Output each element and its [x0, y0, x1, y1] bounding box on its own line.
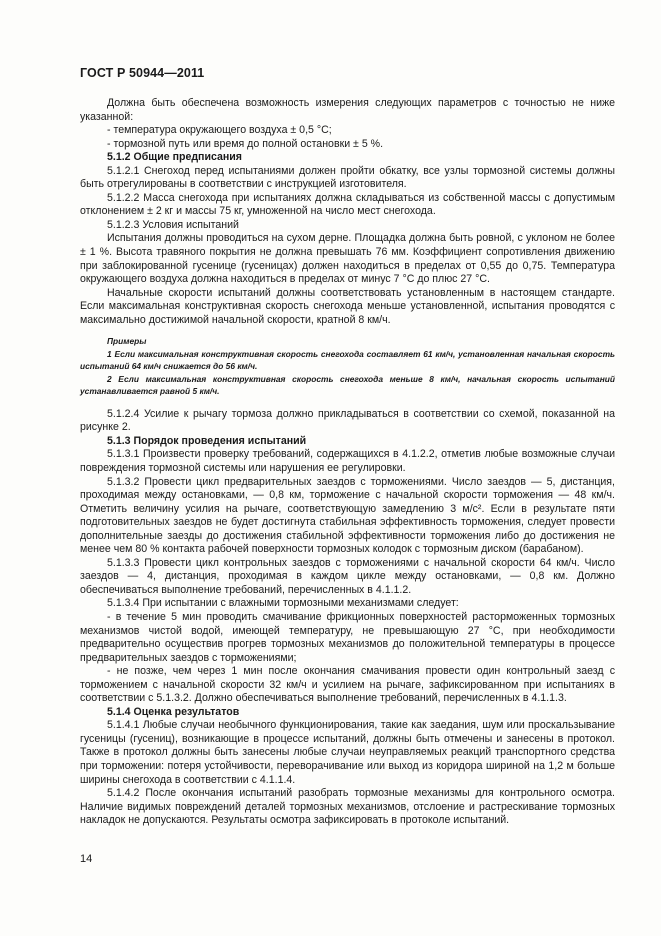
paragraph: 5.1.2.1 Снегоход перед испытаниями должен пройти обкатку, все узлы тормозной системы должны быть отрегулированы в соответствии с инструкцией изготовителя. — [80, 164, 615, 191]
paragraph: 5.1.2.2 Масса снегохода при испытаниях должна складываться из собственной массы с допустимым отклонением ± 2 кг и массы 75 кг, умноженной на число мест снегохода. — [80, 191, 615, 218]
paragraph: 5.1.3.2 Провести цикл предварительных заездов с торможениями. Число заездов — 5, дистанция, проходимая между остановками, — 0,8 км, торможение с начальной скорости торможения — 48 км/ч. Отметить величину усилия на рычаге, соответствующую замедлению 3 м/с². Если в результате пяти подготовительных заездов не будет достигнута стабильная эффективность торможения, следует провести дополнительные заезды до достижения стабильной эффективности торможения либо до достижения не менее чем 80 % контакта рабочей поверхности тормозных колодок с тормозным диском (барабаном). — [80, 475, 615, 556]
list-item: - в течение 5 мин проводить смачивание фрикционных поверхностей расторможенных тормозных механизмов чистой водой, имеющей температуру, не превышающую 27 °С, при необходимости предварительно осуществив прогрев тормозных механизмов до положительной температуры в процессе предварительных заездов с торможениями; — [80, 611, 615, 664]
paragraph: Должна быть обеспечена возможность измерения следующих параметров с точностью не ниже указанной: — [80, 97, 615, 123]
paragraph: - тормозной путь или время до полной остановки ± 5 %. — [107, 137, 384, 150]
document-body — [80, 97, 615, 828]
examples-title: Примеры — [107, 336, 147, 347]
section-heading: 5.1.4 Оценка результатов — [107, 705, 240, 718]
paragraph: 5.1.2.4 Усилие к рычагу тормоза должно прикладываться в соответствии со схемой, показанной на рисунке 2. — [80, 407, 615, 434]
paragraph: - температура окружающего воздуха ± 0,5 °С; — [107, 124, 332, 137]
section-heading: 5.1.2 Общие предписания — [107, 151, 242, 164]
example-item: 2 Если максимальная конструктивная скорость снегохода меньше 8 км/ч, начальная скорость испытаний устанавливается равной 5 км/ч. — [80, 373, 615, 397]
paragraph: Начальные скорости испытаний должны соответствовать установленным в настоящем стандарте. Если максимальная конструктивная скорость снегохода меньше установленной, испытания проводятся с максимально достижимой начальной скорости, кратной 8 км/ч. — [80, 286, 615, 326]
document-header: ГОСТ Р 50944—2011 — [80, 66, 205, 80]
paragraph: 5.1.3.3 Провести цикл контрольных заездов с торможениями с начальной скорости 64 км/ч. Число заездов — 4, дистанция, проходимая в каждом цикле между остановками, — 0,8 км. Должно обеспечиваться выполнение требований, перечисленных в 4.1.1.2. — [80, 556, 615, 596]
example-item: 1 Если максимальная конструктивная скорость снегохода составляет 61 км/ч, установленная начальная скорость испытаний 64 км/ч снижается до 56 км/ч. — [80, 348, 615, 372]
paragraph: 5.1.3.4 При испытании с влажными тормозными механизмами следует: — [107, 597, 459, 610]
paragraph: 5.1.3.1 Произвести проверку требований, содержащихся в 4.1.2.2, отметив любые возможные случаи повреждения тормозной системы или нарушения ее регулировки. — [80, 448, 615, 474]
section-heading: 5.1.3 Порядок проведения испытаний — [107, 434, 307, 447]
paragraph: 5.1.4.2 После окончания испытаний разобрать тормозные механизмы для контрольного осмотра. Наличие видимых повреждений деталей тормозных механизмов, отслоение и растрескивание тормозных накладок не допускаются. Результаты осмотра зафиксировать в протоколе испытаний. — [80, 787, 615, 827]
paragraph: Испытания должны проводиться на сухом дерне. Площадка должна быть ровной, с уклоном не более ± 1 %. Высота травяного покрытия не должна превышать 76 мм. Коэффициент сопротивления движению при заблокированной гусенице (гусеницах) должен находиться в пределах от 0,55 до 0,75. Температура окружающего воздуха должна находиться в пределах от минус 7 °С до плюс 27 °С. — [80, 232, 615, 286]
paragraph: 5.1.4.1 Любые случаи необычного функционирования, такие как заедания, шум или проскальзывание гусеницы (гусениц), возникающие в процессе испытаний, должны быть отмечены и занесены в протокол. Также в протокол должны быть занесены любые случаи неуправляемых реакций транспортного средства при торможении: потеря устойчивости, переворачивание или выход из коридора шириной на 1,2 м больше ширины снегохода в соответствии с 4.1.1.4. — [80, 719, 615, 786]
list-item: - не позже, чем через 1 мин после окончания смачивания провести один контрольный заезд с торможением с начальной скорости 32 км/ч и усилием на рычаге, зафиксированном при испытаниях в соответствии с 5.1.3.2. Должно обеспечиваться выполнение требований, перечисленных в 4.1.1.3. — [80, 665, 615, 705]
paragraph: 5.1.2.3 Условия испытаний — [107, 218, 239, 231]
page-number: 14 — [80, 853, 93, 865]
